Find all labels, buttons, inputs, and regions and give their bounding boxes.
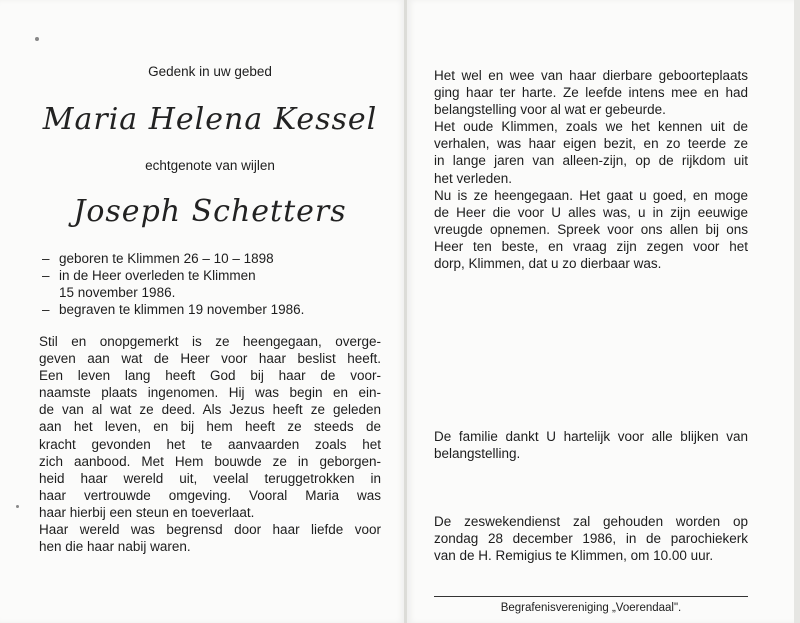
body-line: Het oude Klimmen, zoals we het kennen uit de — [434, 119, 748, 135]
footer-divider — [434, 596, 748, 597]
fact-dash: – — [42, 268, 50, 283]
card-fold — [404, 0, 407, 623]
left-body — [39, 333, 381, 555]
speck-top — [35, 37, 39, 41]
body-line: belangstelling voor al wat er gebeurde. — [434, 102, 666, 118]
fact-died: in de Heer overleden te Klimmen — [59, 268, 256, 283]
intro-text: Gedenk in uw gebed — [148, 64, 272, 79]
thanks-line: belangstelling. — [434, 446, 521, 462]
fact-died-date: 15 november 1986. — [59, 285, 176, 300]
body-line: Het wel en wee van haar dierbare geboorteplaats — [434, 68, 748, 83]
fact-buried: begraven te klimmen 19 november 1986. — [59, 302, 305, 317]
body-line: heid haar wereld uit, veelal teruggetrokken in — [39, 470, 381, 486]
body-line: Een leven lang heeft God bij haar de voor- — [39, 368, 381, 384]
body-line: ging haar ter harte. Ze leefde intens mee en had — [434, 85, 748, 101]
body-line: in lange jaren van alleen-zijn, op de rijkdom uit — [434, 153, 748, 169]
body-line: hen die haar nabij waren. — [39, 539, 191, 555]
body-line: Stil en onopgemerkt is ze heengegaan, overge- — [39, 334, 381, 349]
fact-dash: – — [42, 251, 50, 266]
body-line: haar vertrouwde omgeving. Vooral Maria was — [39, 487, 381, 503]
service-line: zondag 28 december 1986, in de parochiekerk — [434, 531, 748, 547]
fact-dash: – — [42, 302, 50, 317]
body-line: Haar wereld was begrensd door haar liefde voor — [39, 522, 381, 538]
fact-born: geboren te Klimmen 26 – 10 – 1898 — [59, 251, 274, 266]
service-line: De zeswekendienst zal gehouden worden op — [434, 514, 748, 529]
relation-text: echtgenote van wijlen — [145, 158, 275, 173]
body-line: naamste plaats ingenomen. Hij was begin en ein- — [39, 385, 381, 401]
body-line: vreugde opnemen. Spreek voor ons allen bij ons — [434, 221, 748, 237]
body-line: dorp, Klimmen, dat u zo dierbaar was. — [434, 256, 662, 272]
body-line: verhalen, was haar eigen bezit, en zo teerde ze — [434, 136, 748, 152]
body-line: het verleden. — [434, 170, 513, 186]
deceased-name: Maria Helena Kessel — [42, 102, 378, 137]
service-line: van de H. Remigius te Klimmen, om 10.00 uur. — [434, 548, 714, 564]
spouse-name: Joseph Schetters — [73, 194, 347, 229]
thanks-text — [434, 428, 748, 462]
body-line: geven aan wat de Heer voor haar beslist heeft. — [39, 351, 381, 367]
card-edge — [794, 0, 800, 623]
speck-bottom — [16, 505, 19, 508]
body-line: aan het leven, en bij hem heeft ze steeds de — [39, 419, 381, 435]
body-line: Nu is ze heengegaan. Het gaat u goed, en moge — [434, 187, 748, 203]
body-line: kracht gevonden het te aanvaarden zoals het — [39, 436, 381, 452]
body-line: de Heer die voor U alles was, u in zijn eeuwige — [434, 204, 748, 220]
body-line: haar hierbij een steun en toeverlaat. — [39, 504, 255, 520]
service-text — [434, 513, 748, 564]
right-body — [434, 67, 748, 272]
body-line: de van al wat ze deed. Als Jezus heeft ze geleden — [39, 402, 381, 418]
body-line: zich aanbood. Met Hem bouwde ze in geborgen- — [39, 453, 381, 469]
thanks-line: De familie dankt U hartelijk voor alle blijken van — [434, 429, 748, 444]
body-line: Heer ten beste, en vraag zijn zegen voor het — [434, 238, 748, 254]
footer-text: Begrafenisvereniging „Voerendaal". — [500, 602, 682, 614]
